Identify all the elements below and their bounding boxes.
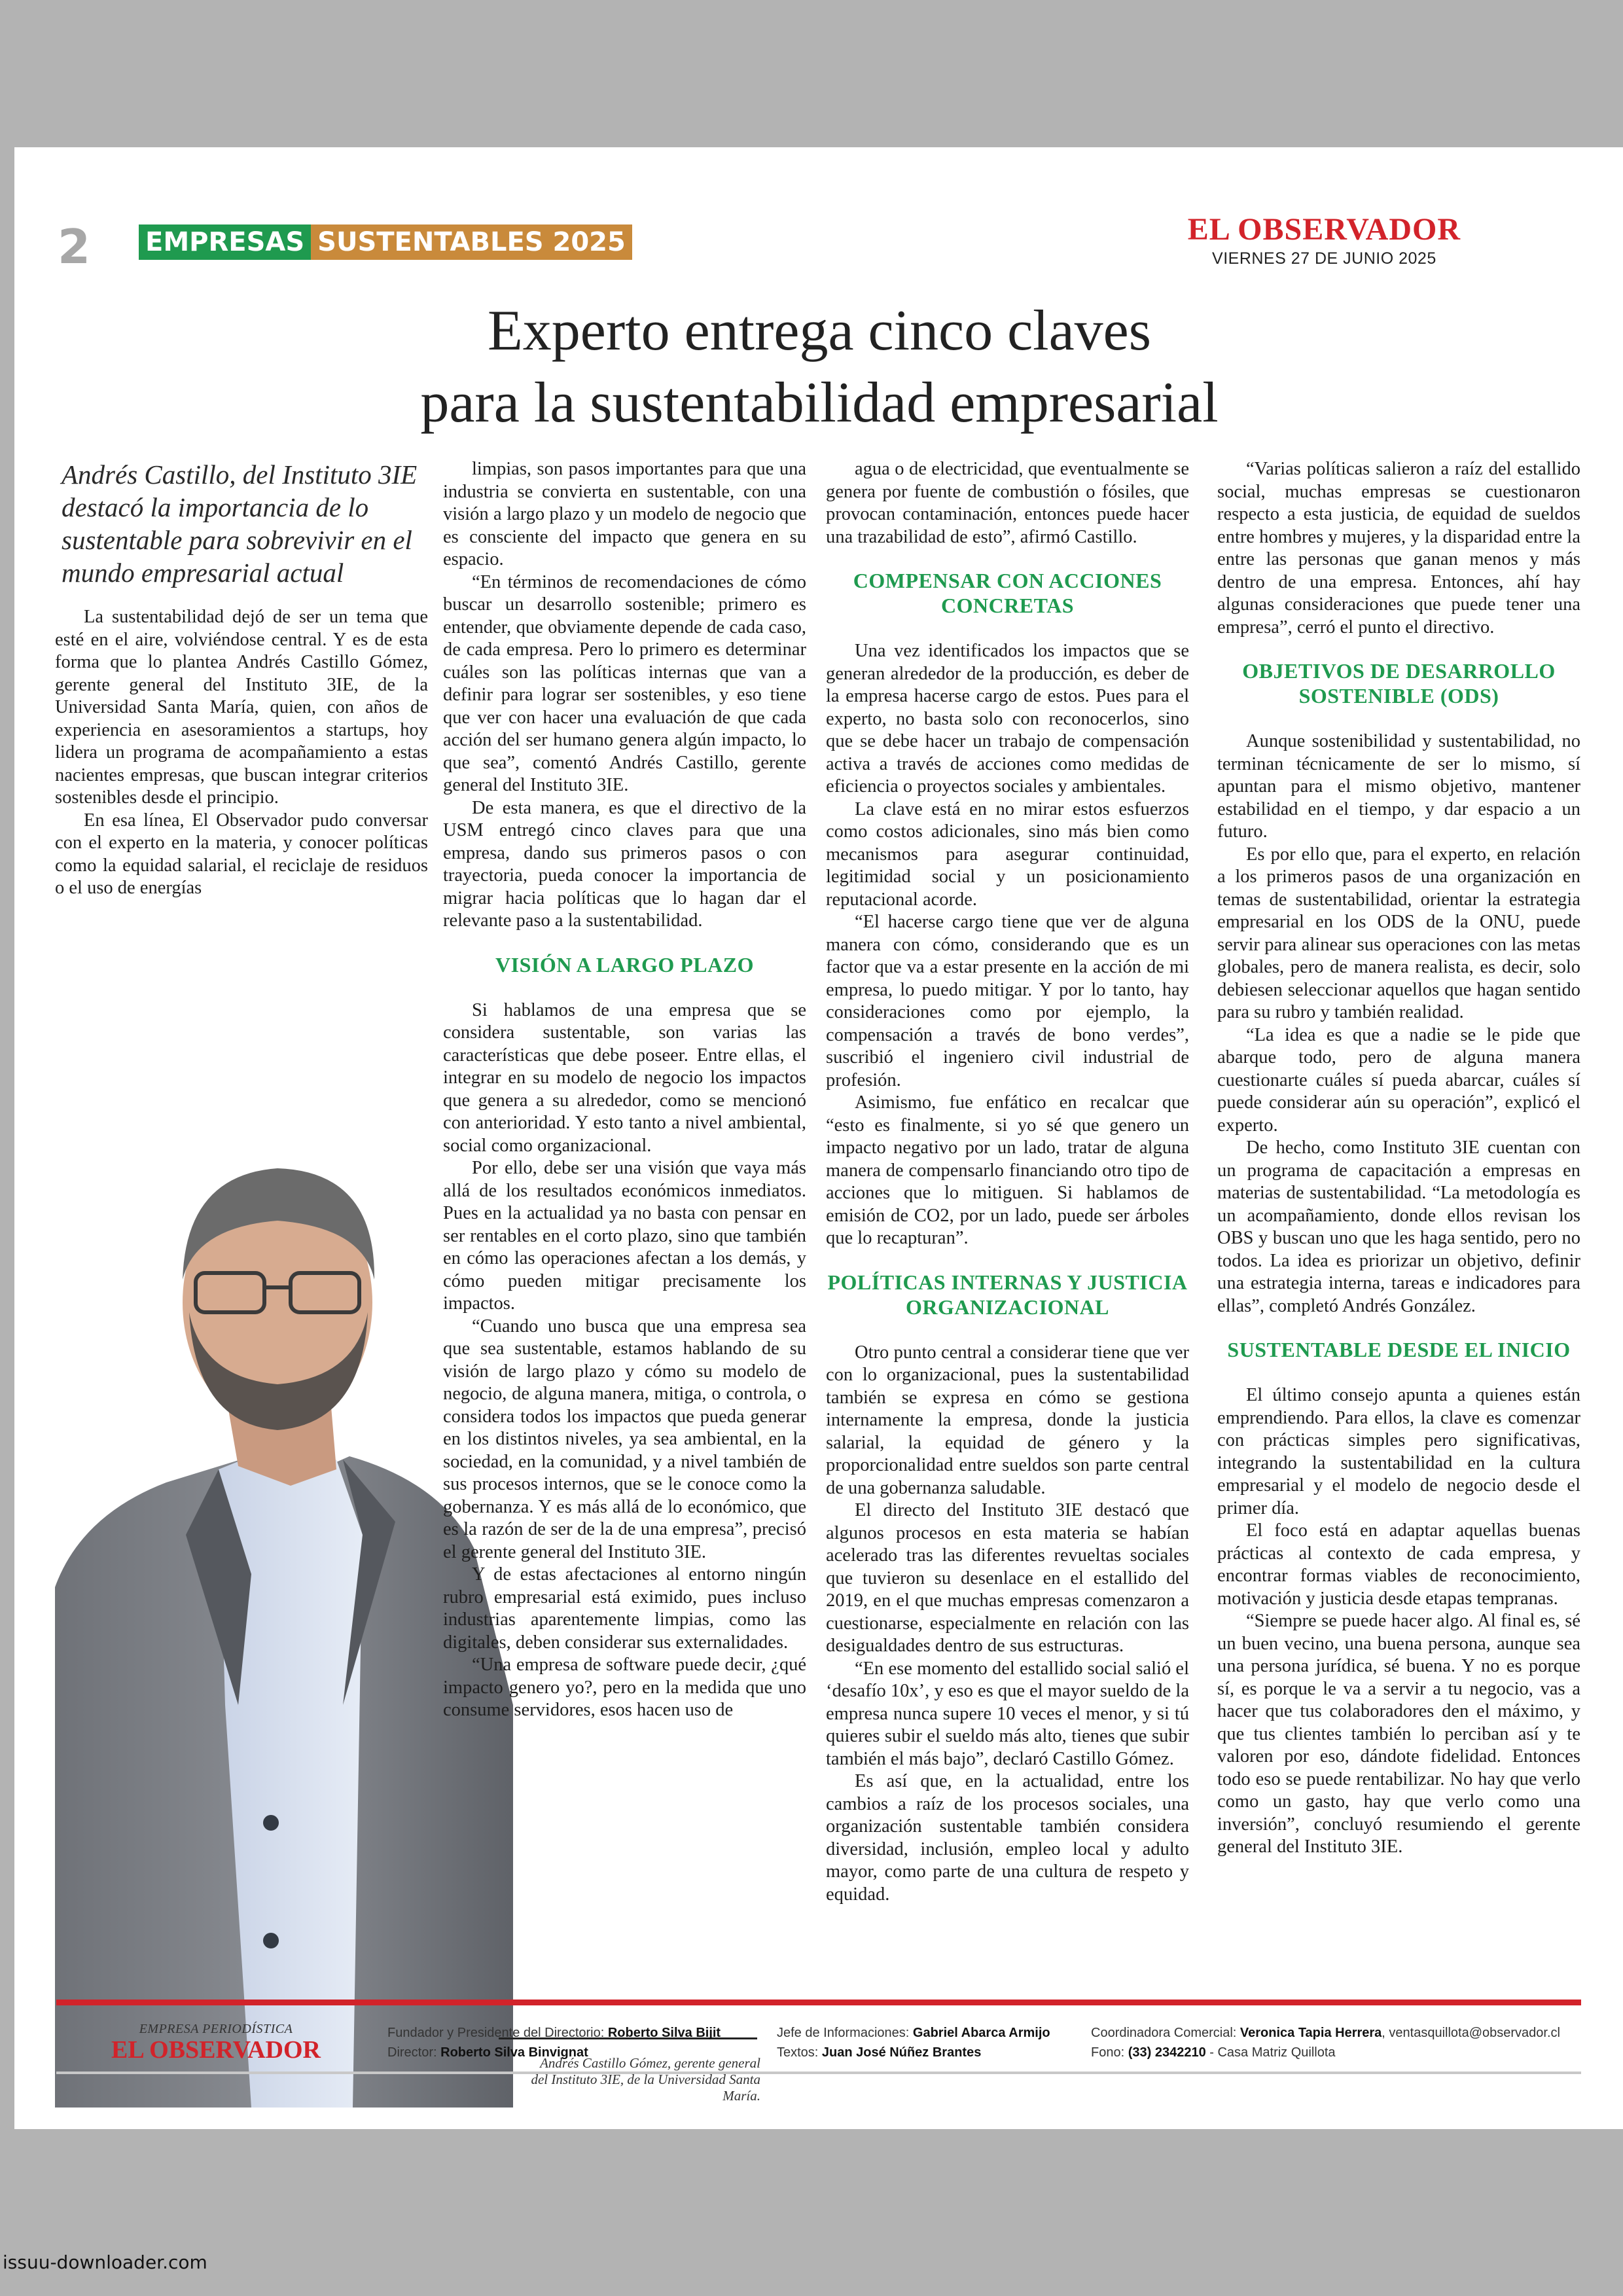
founder-label: Fundador y Presidente del Directorio: <box>387 2026 605 2040</box>
commercial-email: ventasquillota@observador.cl <box>1389 2026 1560 2040</box>
paragraph: “En términos de recomendaciones de cómo buscar un desarrollo sostenible; primero es entender, que obviamente depende de cada caso, de cada empresa. Pero lo primero es determinar cuáles son las políticas internas que van a definir para lograr ser sostenibles, y eso tiene que ver con hacer una evaluación de que cada acción del ser humano genera algún impacto, lo que sea”, comentó Andrés Castillo, gerente general del Instituto 3IE. <box>443 571 806 795</box>
article-dek: Andrés Castillo, del Instituto 3IE destacó la importancia de lo sustentable para sobrevivir en el mundo empresarial actual <box>62 459 418 588</box>
paragraph: Asimismo, fue enfático en recalcar que “esto es finalmente, si yo sé que genero un impacto negativo por un lado, tratar de alguna manera de compensarlo financiando otro tipo de acciones que lo mitiguen. Si hablamos de emisión de CO2, por un lado, puede ser árboles que lo recapturan”. <box>826 1092 1189 1248</box>
subhead-compensar-acciones: COMPENSAR CON ACCIONES CONCRETAS <box>853 569 1162 617</box>
paragraph: “Una empresa de software puede decir, ¿qué impacto genero yo?, pero en la medida que uno consume servidores, esos hacen uso de <box>443 1655 806 1720</box>
footer-logo-name: EL OBSERVADOR <box>111 2036 321 2064</box>
paragraph: “Siempre se puede hacer algo. Al final es, sé un buen vecino, una buena persona, aunque sea una persona jurídica, sé buena. Y no es porque sí, es porque le va a servir a tu negocio, vas a hacer que tus colaboradores den el máximo, y que tus clientes también lo perciban así y te valoren por eso, dándote fidelidad. Entonces todo eso se puede rentabilizar. No hay que verlo como un gasto, hay que verlo como una inversión”, concluyó resumiendo el gerente general del Instituto 3IE. <box>1217 1611 1580 1857</box>
publication-date: VIERNES 27 DE JUNIO 2025 <box>1212 249 1436 268</box>
col2-intro <box>443 458 806 933</box>
paragraph: “Cuando uno busca que una empresa sea que sea sustentable, estamos hablando de su visión de largo plazo y cómo su modelo de negocio, de alguna manera, mitiga, o controla, o considera todos los impactos que pueda generar en los distintos niveles, ya sea ambiental, en la sociedad, en la comunidad, y a nivel también de sus procesos internos, que se le conoce como la gobernanza. Y es más allá de lo económico, que es la razón de ser de la de una empresa”, precisó el gerente general del Instituto 3IE. <box>443 1316 806 1562</box>
paragraph: “Varias políticas salieron a raíz del estallido social, muchas empresas se cuestionaron respecto a esta justicia, de equidad de sueldos entre hombres y mujeres, y la disparidad entre la entre las personas que ganan menos y más dentro de una empresa. Entonces, ahí hay algunas consideraciones que puede tener una empresa”, cerró el punto el directivo. <box>1217 459 1580 637</box>
footer-credits-commercial: Coordinadora Comercial: Veronica Tapia Herrera, ventasquillota@observador.cl Fono: (33) 2342210 - Casa Matriz Quillota <box>1091 2026 1560 2060</box>
page-number: 2 <box>58 219 91 274</box>
paragraph: El directo del Instituto 3IE destacó que algunos procesos en esta materia se habían acelerado tras las diferentes revueltas sociales que tuvieron su desenlace en el estallido del 2019, en el que muchas empresas comenzaron a cuestionarse, especialmente en relación con las desigualdades dentro de sus estructuras. <box>826 1500 1189 1656</box>
commercial-label: Coordinadora Comercial: <box>1091 2026 1237 2040</box>
paragraph: Es por ello que, para el experto, en relación a los primeros pasos de una organización en temas de sustentabilidad, orientar la estrategia empresarial en los ODS de la ONU, puede servir para alinear sus operaciones con las metas globales, pero de manera realista, es decir, solo debiesen seleccionar aquellos que hagan sentido para su rubro y también realidad. <box>1217 844 1580 1022</box>
headline-line-1: Experto entrega cinco claves <box>488 299 1151 363</box>
watermark-text: issuu-downloader.com <box>3 2251 207 2273</box>
col3-intro <box>826 458 1189 548</box>
commercial-name: Veronica Tapia Herrera <box>1240 2026 1382 2040</box>
section-tag-sustentables: SUSTENTABLES 2025 <box>311 224 632 260</box>
news-chief-label: Jefe de Informaciones: <box>777 2026 910 2040</box>
paragraph: Aunque sostenibilidad y sustentabilidad, no terminan técnicamente de ser lo mismo, sí apuntan para el mismo objetivo, mantener estabilidad en el tiempo, y dar espacio a un futuro. <box>1217 731 1580 842</box>
headline <box>119 295 1520 439</box>
texts-label: Textos: <box>777 2045 819 2060</box>
paragraph: La sustentabilidad dejó de ser un tema que esté en el aire, volviéndose central. Y es de esta forma que lo plantea Andrés Castillo Gómez, gerente general del Instituto 3IE, de la Universidad Santa María, quien, con años de experiencia en asesoramientos a startups, hoy lidera un programa de acompañamiento a estas nacientes empresas, que buscan integrar criterios sostenibles desde el principio. <box>55 607 428 808</box>
paragraph: “La idea es que a nadie se le pide que abarque todo, pero de alguna manera cuestionarte cuáles sí pueda abarcar, cuáles sí puede considerar aún su operación”, explicó el experto. <box>1217 1024 1580 1136</box>
footer-credits-founder <box>387 2023 721 2062</box>
col4-intro <box>1217 458 1580 639</box>
news-chief-name: Gabriel Abarca Armijo <box>912 2026 1050 2040</box>
masthead <box>1188 213 1461 268</box>
masthead-name: EL OBSERVADOR <box>1187 212 1461 247</box>
director-label: Director: <box>387 2045 437 2060</box>
paragraph: En esa línea, El Observador pudo conversar con el experto en la materia, y conocer políticas como la equidad salarial, el reciclaje de residuos o el uso de energías <box>55 810 428 898</box>
paragraph: Otro punto central a considerar tiene que ver con lo organizacional, pues la sustentabilidad también se expresa en cómo se gestiona internamente la empresa, donde la justicia salarial, la equidad de género y la proporcionalidad entre sueldos son parte central de una gobernanza saludable. <box>826 1342 1189 1498</box>
section-tag-empresas: EMPRESAS <box>139 224 311 260</box>
photo-caption: Andrés Castillo Gómez, gerente general del Instituto 3IE, de la Universidad Santa María. <box>531 2055 760 2104</box>
newspaper-page <box>14 147 1623 2129</box>
phone-number: (33) 2342210 <box>1128 2045 1206 2060</box>
footer-logo <box>98 2022 334 2063</box>
phone-suffix: - Casa Matriz Quillota <box>1209 2045 1336 2060</box>
footer-credits-news <box>777 2023 1050 2062</box>
paragraph: De esta manera, es que el directivo de la USM entregó cinco claves para que una empresa, dando sus primeros pasos o con trayectoria, pueda conocer la importancia de migrar hacia políticas que lo hagan dar el relevante paso a la sustentabilidad. <box>443 797 806 931</box>
paragraph: Si hablamos de una empresa que se considera sustentable, son varias las características que debe poseer. Entre ellas, el integrar en su modelo de negocio los impactos que genera a su alrededor, como se mencionó con anterioridad. Y esto tanto a nivel ambiental, social como organizacional. <box>443 999 806 1156</box>
col3-body-a <box>826 640 1189 1250</box>
column-4 <box>1217 458 1580 1859</box>
paragraph: agua o de electricidad, que eventualmente se genera por fuente de combustión o fósiles, que provocan contaminación, entonces puede hacer una trazabilidad de esto”, afirmó Castillo. <box>826 459 1189 547</box>
footer-red-bar <box>56 2000 1581 2005</box>
texts-name: Juan José Núñez Brantes <box>821 2045 982 2060</box>
paragraph: De hecho, como Instituto 3IE cuentan con un programa de capacitación a empresas en materias de sustentabilidad. “La metodología es un acompañamiento, donde ellos revisan los OBS y buscan uno que les haga sentido, pero no todos. La idea es priorizar un objetivo, definir una estrategia interna, tareas e indicadores para ellas”, completó Andrés González. <box>1217 1138 1580 1316</box>
paragraph: Es así que, en la actualidad, entre los cambios a raíz de los procesos sociales, una organización sustentable también considera diversidad, inclusión, empleo local y adulto mayor, como parte de una cultura de respeto y equidad. <box>826 1771 1189 1905</box>
col1-body <box>55 606 428 900</box>
director-name: Roberto Silva Binvignat <box>440 2045 588 2060</box>
paragraph: La clave está en no mirar estos esfuerzos como costos adicionales, sino más bien como mecanismos para asegurar continuidad, legitimidad social y un posicionamiento reputacional acorde. <box>826 798 1189 910</box>
subhead-ods: OBJETIVOS DE DESARROLLO SOSTENIBLE (ODS) <box>1242 659 1556 708</box>
paragraph: Y de estas afectaciones al entorno ningún rubro empresarial está eximido, pues incluso industrias aparentemente limpias, como las digitales, deben considerar sus externalidades. <box>443 1564 806 1653</box>
paragraph: limpias, son pasos importantes para que una industria se convierta en sustentable, con una visión a largo plazo y un modelo de negocio que es consciente del impacto que genera en su espacio. <box>443 459 806 569</box>
paragraph: “El hacerse cargo tiene que ver de alguna manera con cómo, considerando que es un factor que va a estar presente en la acción de mi empresa, lo puedo mitigar. Y por lo tanto, hay consideraciones como por ejemplo, la compensación a través de bono verdes”, suscribió el ingeniero civil industrial de profesión. <box>826 912 1189 1090</box>
paragraph: El último consejo apunta a quienes están emprendiendo. Para ellos, la clave es comenzar con prácticas simples pero significativas, integrando la sustentabilidad en la cultura empresarial y el modelo de negocio desde el primer día. <box>1217 1385 1580 1518</box>
paragraph: El foco está en adaptar aquellas buenas prácticas al contexto de cada empresa, y encontrar formas viables de reconocimiento, motivación y justicia desde etapas tempranas. <box>1217 1520 1580 1609</box>
paragraph: Por ello, debe ser una visión que vaya más allá de los resultados económicos inmediatos. Pues en la actualidad ya no basta con pensar en ser rentables en el corto plazo, sino que también en cómo las operaciones afectan a los demás, y cómo pueden mitigar precisamente los impactos. <box>443 1158 806 1314</box>
col2-body <box>443 999 806 1722</box>
paragraph: Una vez identificados los impactos que se generan alrededor de la producción, es deber de la empresa hacerse cargo de estos. Pues para el experto, no basta solo con reconocerlos, sino que se debe hacer un trabajo de compensación activa a través de acciones como medidas de eficiencia o proyectos sociales y ambientales. <box>826 641 1189 797</box>
footer-bottom-rule <box>56 2072 1581 2074</box>
column-2 <box>443 458 806 1722</box>
phone-label: Fono: <box>1091 2045 1125 2060</box>
col4-body-a <box>1217 730 1580 1318</box>
headline-line-2: para la sustentabilidad empresarial <box>420 371 1219 435</box>
column-3 <box>826 458 1189 1906</box>
column-1 <box>55 458 428 900</box>
founder-name: Roberto Silva Bijit <box>607 2026 721 2040</box>
section-tag <box>139 224 632 260</box>
col4-body-b <box>1217 1384 1580 1859</box>
subhead-sustentable-inicio: SUSTENTABLE DESDE EL INICIO <box>1227 1338 1571 1361</box>
subhead-vision-largo-plazo: VISIÓN A LARGO PLAZO <box>495 952 754 977</box>
col3-body-b <box>826 1342 1189 1907</box>
footer-logo-tagline: EMPRESA PERIODÍSTICA <box>139 2022 293 2036</box>
subhead-politicas-internas: POLÍTICAS INTERNAS Y JUSTICIA ORGANIZACIONAL <box>827 1270 1188 1319</box>
paragraph: “En ese momento del estallido social salió el ‘desafío 10x’, y eso es que el mayor sueldo de la empresa nunca supere 10 veces el menor, y si tú quieres subir el sueldo más alto, tienes que subir también el más bajo”, declaró Castillo Gómez. <box>826 1658 1189 1769</box>
